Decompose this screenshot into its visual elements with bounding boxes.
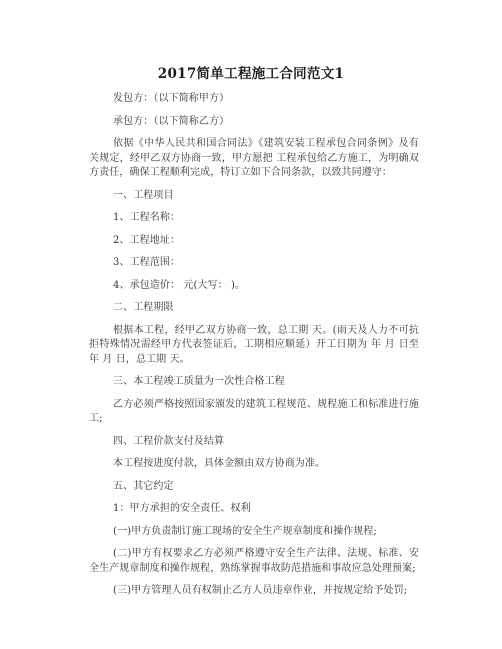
- paragraph-contractor: 承包方：（以下简称乙方）: [113, 115, 230, 127]
- section-heading-project: 一、工程项目: [113, 189, 174, 201]
- paragraph-safety-item-2: (二)甲方有权要求乙方必须严格遵守安全生产法律、法规、标准、安全生产规章制度和操作规程，熟练掌握事故防范措施和事故应急处理预案;: [89, 548, 419, 574]
- paragraph-project-scope: 3、工程范围：: [113, 257, 181, 268]
- section-heading-other: 五、其它约定: [113, 480, 174, 492]
- paragraph-project-address: 2、工程地址：: [113, 234, 181, 246]
- paragraph-period: 根据本工程，经甲乙双方协商一致，总工期 天。(雨天及人力不可抗拒特殊情况需经甲方代表签证后，工期相应顺延）开工日期为 年 月 日至 年 月 日，总工期 天。: [89, 324, 419, 365]
- paragraph-safety-item-1: (一)甲方负责制订施工现场的安全生产规章制度和操作规程;: [113, 525, 377, 537]
- section-heading-period: 二、工程期限: [113, 302, 174, 313]
- paragraph-quality: 乙方必须严格按照国家颁发的建筑工程规范、规程施工和标准进行施工;: [89, 398, 419, 424]
- section-heading-payment: 四、工程价款支付及结算: [113, 435, 225, 447]
- section-heading-quality: 三、本工程竣工质量为一次性合格工程: [113, 376, 285, 387]
- document-body: [89, 92, 419, 599]
- paragraph-safety-item-3: (三)甲方管理人员有权制止乙方人员违章作业，并按规定给予处罚;: [113, 585, 408, 596]
- paragraph-basis: 依据《中华人民共和国合同法》《建筑安装工程承包合同条例》及有关规定，经甲乙双方协商一致，甲方愿把 工程承包给乙方施工，为明确双方责任，确保工程顺利完成，特订立如下合同条款，以致共同遵守：: [89, 138, 419, 178]
- paragraph-safety-responsibility: 1：甲方承担的安全责任、权利: [113, 503, 251, 514]
- document-title: 2017简单工程施工合同范文1: [157, 66, 345, 82]
- paragraph-contractor-owner: 发包方：（以下简称甲方）: [113, 93, 230, 104]
- paragraph-contract-price: 4、承包造价： 元(大写： )。: [113, 279, 246, 291]
- paragraph-project-name: 1、工程名称：: [113, 212, 181, 223]
- paragraph-payment: 本工程按进度付款，具体金额由双方协商为准。: [113, 458, 326, 469]
